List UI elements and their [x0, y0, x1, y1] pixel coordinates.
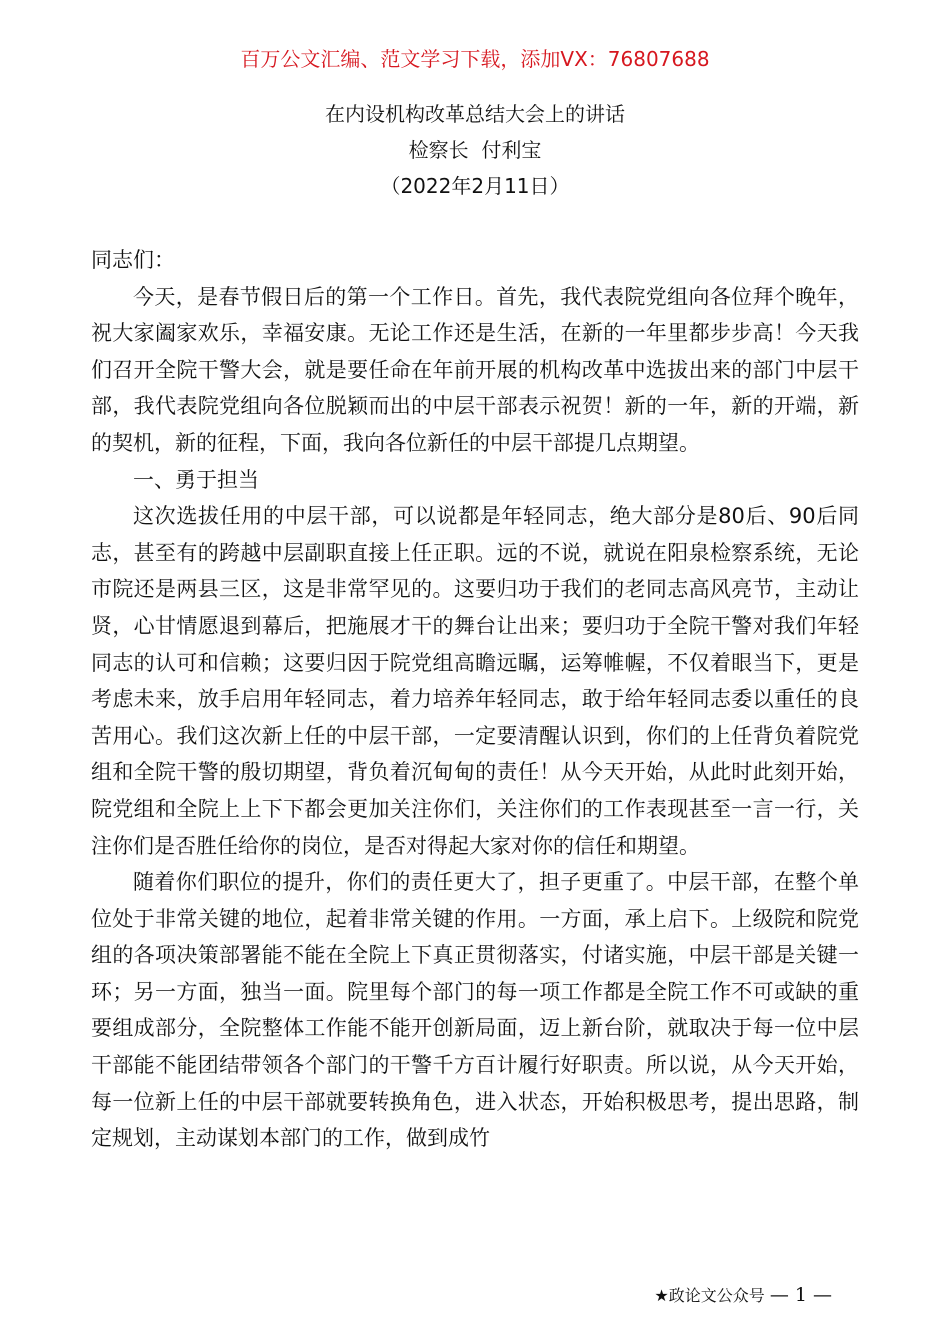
speech-body [91, 242, 859, 1157]
download-banner: 百万公文汇编、范文学习下载，添加VX：76807688 [240, 47, 710, 71]
speech-date: （2022年2月11日） [380, 174, 570, 198]
speaker-line: 检察长 付利宝 [408, 138, 542, 162]
paragraph-section-1: 这次选拔任用的中层干部，可以说都是年轻同志，绝大部分是80后、90后同志，甚至有的跨越中层副职直接上任正职。远的不说，就说在阳泉检察系统，无论市院还是两县三区，这是非常罕见的。这要归功于我们的老同志高风亮节，主动让贤，心甘情愿退到幕后，把施展才干的舞台让出来；要归功于全院干警对我们年轻同志的认可和信赖；这要归因于院党组高瞻远瞩，运筹帷幄，不仅着眼当下，更是考虑未来，放手启用年轻同志，着力培养年轻同志，敢于给年轻同志委以重任的良苦用心。我们这次新上任的中层干部，一定要清醒认识到，你们的上任背负着院党组和全院干警的殷切期望，背负着沉甸甸的责任！从今天开始，从此时此刻开始，院党组和全院上上下下都会更加关注你们，关注你们的工作表现甚至一言一行，关注你们是否胜任给你的岗位，是否对得起大家对你的信任和期望。 [91, 504, 859, 858]
speech-title: 在内设机构改革总结大会上的讲话 [325, 102, 625, 126]
page-footer [654, 1282, 832, 1309]
title-block [0, 96, 950, 204]
paragraph-responsibility: 随着你们职位的提升，你们的责任更大了，担子更重了。中层干部，在整个单位处于非常关键的地位，起着非常关键的作用。一方面，承上启下。上级院和院党组的各项决策部署能不能在全院上下真正贯彻落实，付诸实施，中层干部是关键一环；另一方面，独当一面。院里每个部门的每一项工作都是全院工作不可或缺的重要组成部分，全院整体工作能不能开创新局面，迈上新台阶，就取决于每一位中层干部能不能团结带领各个部门的干警千方百计履行好职责。所以说，从今天开始，每一位新上任的中层干部就要转换角色，进入状态，开始积极思考，提出思路，制定规划，主动谋划本部门的工作，做到成竹 [91, 870, 859, 1151]
section-heading: 一、勇于担当 [133, 467, 259, 492]
page-number: — 1 — [769, 1284, 832, 1306]
paragraph-opening: 今天，是春节假日后的第一个工作日。首先，我代表院党组向各位拜个晚年，祝大家阖家欢乐，幸福安康。无论工作还是生活，在新的一年里都步步高！今天我们召开全院干警大会，就是要任命在年前开展的机构改革中选拔出来的部门中层干部，我代表院党组向各位脱颖而出的中层干部表示祝贺！新的一年，新的开端，新的契机，新的征程，下面，我向各位新任的中层干部提几点期望。 [91, 284, 859, 455]
salutation: 同志们： [91, 248, 175, 272]
footer-source: ★政论文公众号 [654, 1286, 765, 1305]
